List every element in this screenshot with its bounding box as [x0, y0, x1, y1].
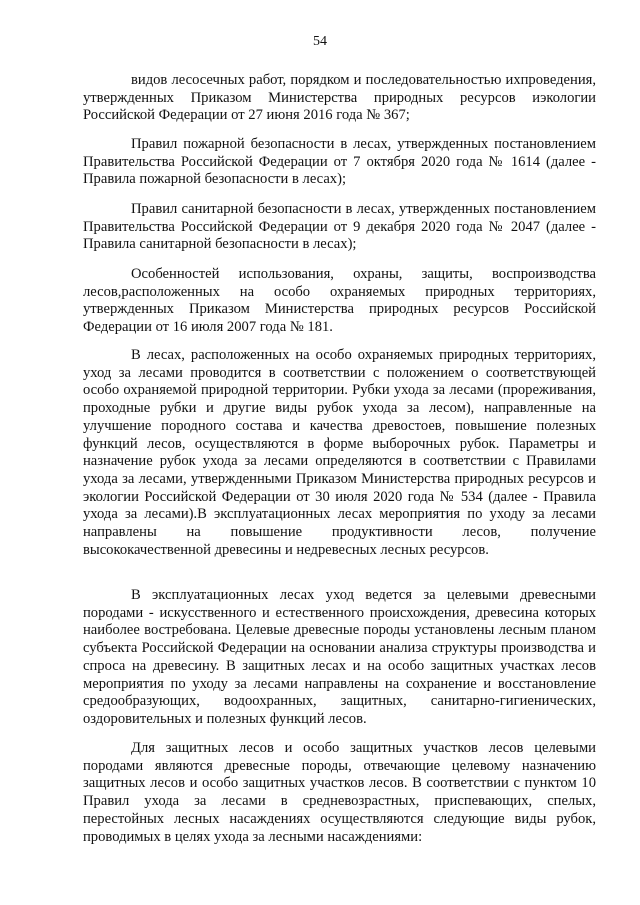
paragraph-protective-forests: Для защитных лесов и особо защитных участков лесов целевыми породами являются древесные породы, отвечающие целевому назначению защитных лесов и особо защитных участков лесов. В соответствии с пунктом 10 Правил ухода за лесами в средневозрастных, приспевающих, спелых, перестойных лесных насаждениях осуществляются следующие виды рубок, проводимых в целях ухода за лесными насаждениями: — [83, 740, 596, 845]
paragraph-felling-order: видов лесосечных работ, порядком и последовательностью ихпроведения, утвержденных Приказом Министерства природных ресурсов иэкологии Российской Федерации от 27 июня 2016 года № 367; — [83, 72, 596, 124]
paragraph-sanitary-safety-rules: Правил санитарной безопасности в лесах, утвержденных постановлением Правительства Российской Федерации от 9 декабря 2020 года № 2047 (далее - Правила санитарной безопасности в лесах); — [83, 201, 596, 253]
paragraph-protected-areas-features: Особенностей использования, охраны, защиты, воспроизводства лесов,расположенных на особо охраняемых природных территориях, утвержденных Приказом Министерства природных ресурсов Российской Федерации от 16 июля 2007 года № 181. — [83, 266, 596, 336]
page-number: 54 — [313, 34, 327, 49]
paragraph-fire-safety-rules: Правил пожарной безопасности в лесах, утвержденных постановлением Правительства Российской Федерации от 7 октября 2020 года № 1614 (далее - Правила пожарной безопасности в лесах); — [83, 136, 596, 188]
paragraph-operational-forests: В эксплуатационных лесах уход ведется за целевыми древесными породами - искусственного и естественного происхождения, древесина которых наиболее востребована. Целевые древесные породы установлены лесным планом субъекта Российской Федерации на основании анализа структуры производства и спроса на древесину. В защитных лесах и на особо защитных участках лесов мероприятия по уходу за лесами направлены на сохранение и восстановление средообразующих, водоохранных, защитных, санитарно-гигиенических, оздоровительных и полезных функций лесов. — [83, 587, 596, 727]
paragraph-forest-care-protected-areas: В лесах, расположенных на особо охраняемых природных территориях, уход за лесами проводится в соответствии с положением о соответствующей особо охраняемой природной территории. Рубки ухода за лесами (прореживания, проходные рубки и другие виды рубок ухода за лесом), направленные на улучшение породного состава и качества древостоев, повышение полезных функций лесов, осуществляются в форме выборочных рубок. Параметры и назначение рубок ухода за лесами определяются в соответствии с Правилами ухода за лесами, утвержденными Приказом Министерства природных ресурсов и экологии Российской Федерации от 30 июля 2020 года № 534 (далее - Правила ухода за лесами).В эксплуатационных лесах мероприятия по уходу за лесами направлены на повышение продуктивности лесов, получение высококачественной древесины и недревесных лесных ресурсов. — [83, 347, 596, 558]
